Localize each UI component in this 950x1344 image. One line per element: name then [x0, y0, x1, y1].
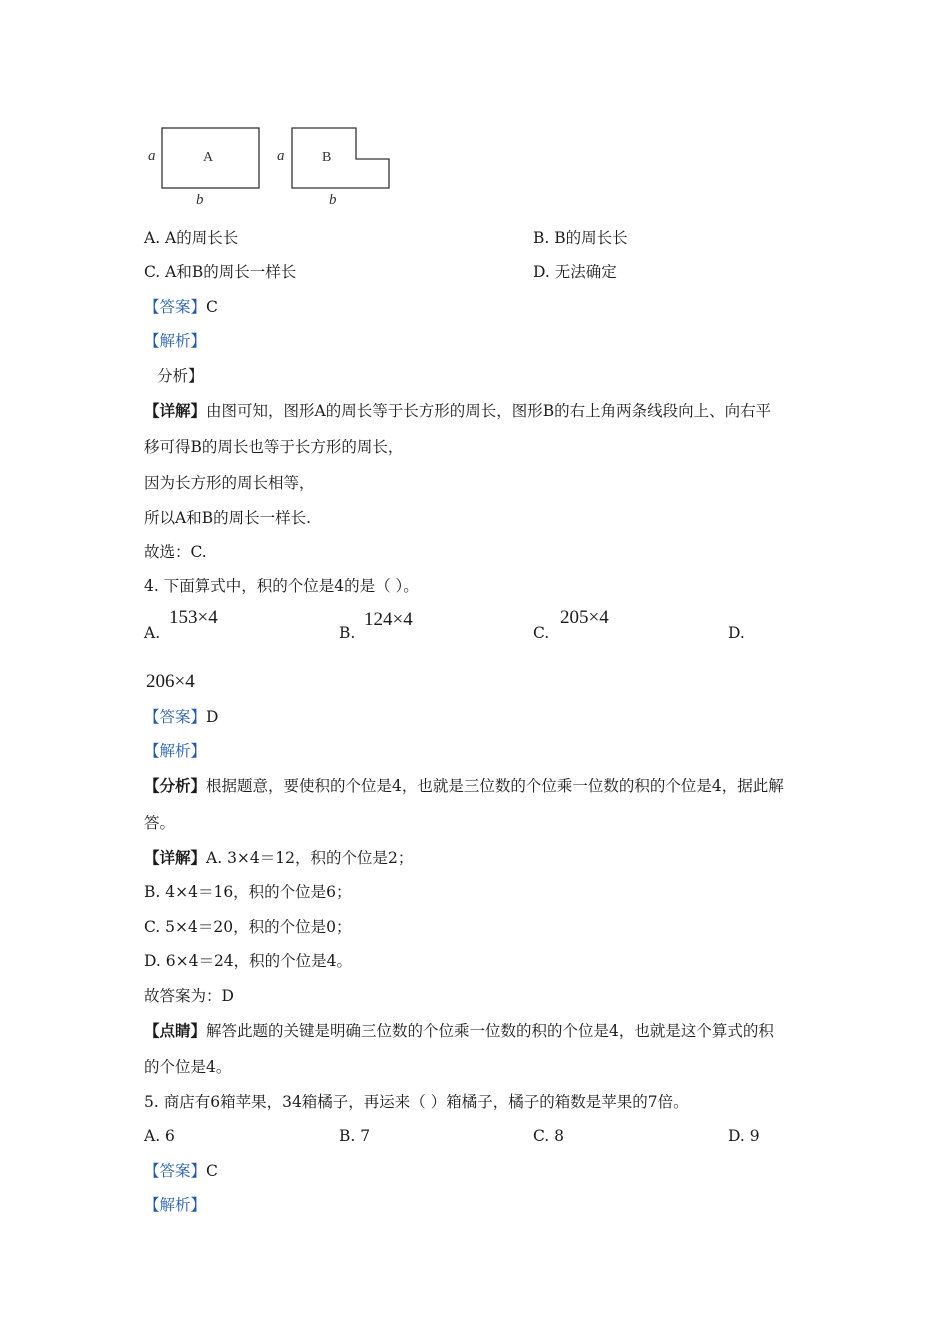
answer-value: D — [206, 708, 219, 726]
q4-answer — [144, 707, 218, 727]
q5-option-d: D. 9 — [728, 1127, 760, 1145]
q3-option-d: D. 无法确定 — [533, 263, 617, 281]
q4-line-b: B. 4×4＝16，积的个位是6； — [144, 883, 352, 901]
q3-line-3: 因为长方形的周长相等， — [144, 474, 315, 492]
answer-value: C — [206, 298, 218, 316]
q5-answer — [144, 1161, 218, 1181]
analysis-tag: 【解析】 — [144, 332, 207, 350]
q3-option-c: C. A和B的周长一样长 — [144, 263, 297, 281]
shape-figure — [140, 120, 400, 210]
q4-option-b-letter: B. — [339, 624, 356, 642]
q4-option-b-expr: 124×4 — [364, 609, 413, 630]
side-label-a1: a — [148, 148, 156, 164]
answer-tag: 【答案】 — [144, 298, 207, 316]
q4-stem: 4. 下面算式中，积的个位是4的是（ ）。 — [144, 577, 419, 595]
q4-fenxi-1 — [144, 776, 784, 796]
q3-line-4: 所以A和B的周长一样长. — [144, 509, 312, 527]
q5-option-a: A. 6 — [144, 1127, 175, 1145]
q4-option-a-letter: A. — [144, 624, 161, 642]
q3-analysis-heading — [144, 331, 206, 351]
dianjing-tag: 【点睛】 — [144, 1021, 207, 1040]
q4-option-d-expr: 206×4 — [146, 671, 195, 692]
dianjing-text: 解答此题的关键是明确三位数的个位乘一位数的积的个位是4，也就是这个算式的积 — [206, 1022, 774, 1040]
detail-tag: 【详解】 — [144, 401, 207, 420]
q3-detail-1 — [144, 401, 771, 421]
q4-option-d-letter: D. — [728, 624, 745, 642]
q4-dianjing-1 — [144, 1021, 774, 1041]
q5-option-c: C. 8 — [533, 1127, 565, 1145]
q3-fenxi: 分析】 — [157, 367, 204, 385]
side-label-b2: b — [329, 192, 337, 208]
q4-analysis-heading — [144, 741, 206, 761]
q5-stem: 5. 商店有6箱苹果，34箱橘子，再运来（ ）箱橘子，橘子的箱数是苹果的7倍。 — [144, 1093, 689, 1111]
q4-option-c-expr: 205×4 — [560, 607, 609, 628]
shape-label-a: A — [203, 150, 214, 165]
q4-conclusion: 故答案为：D — [144, 987, 234, 1005]
analysis-tag: 【解析】 — [144, 1196, 207, 1214]
q5-option-b: B. 7 — [339, 1127, 371, 1145]
q4-dianjing-2: 的个位是4。 — [144, 1058, 232, 1076]
answer-value: C — [206, 1162, 218, 1180]
fenxi-tag: 【分析】 — [144, 776, 207, 795]
q5-analysis-heading — [144, 1195, 206, 1215]
q3-detail-2: 移可得B的周长也等于长方形的周长， — [144, 438, 404, 456]
detail-tag: 【详解】 — [144, 848, 207, 867]
answer-tag: 【答案】 — [144, 708, 207, 726]
detail-text: A. 3×4＝12，积的个位是2； — [206, 849, 414, 867]
q3-line-5: 故选：C. — [144, 543, 207, 561]
answer-tag: 【答案】 — [144, 1162, 207, 1180]
side-label-a2: a — [277, 148, 285, 164]
q3-option-b: B. B的周长长 — [533, 229, 628, 247]
analysis-tag: 【解析】 — [144, 742, 207, 760]
q4-option-a-expr: 153×4 — [169, 607, 218, 628]
q4-line-d: D. 6×4＝24，积的个位是4。 — [144, 952, 353, 970]
q4-line-c: C. 5×4＝20，积的个位是0； — [144, 918, 352, 936]
q4-fenxi-2: 答。 — [144, 814, 176, 832]
q4-option-c-letter: C. — [533, 624, 550, 642]
q3-option-a: A. A的周长长 — [144, 229, 239, 247]
q4-detail-1 — [144, 848, 413, 868]
side-label-b1: b — [196, 192, 204, 208]
shape-b — [292, 128, 389, 188]
detail-text: 由图可知，图形A的周长等于长方形的周长，图形B的右上角两条线段向上、向右平 — [206, 402, 772, 420]
shape-label-b: B — [322, 150, 332, 165]
fenxi-text: 根据题意，要使积的个位是4，也就是三位数的个位乘一位数的积的个位是4，据此解 — [206, 777, 784, 795]
q3-answer — [144, 297, 218, 317]
